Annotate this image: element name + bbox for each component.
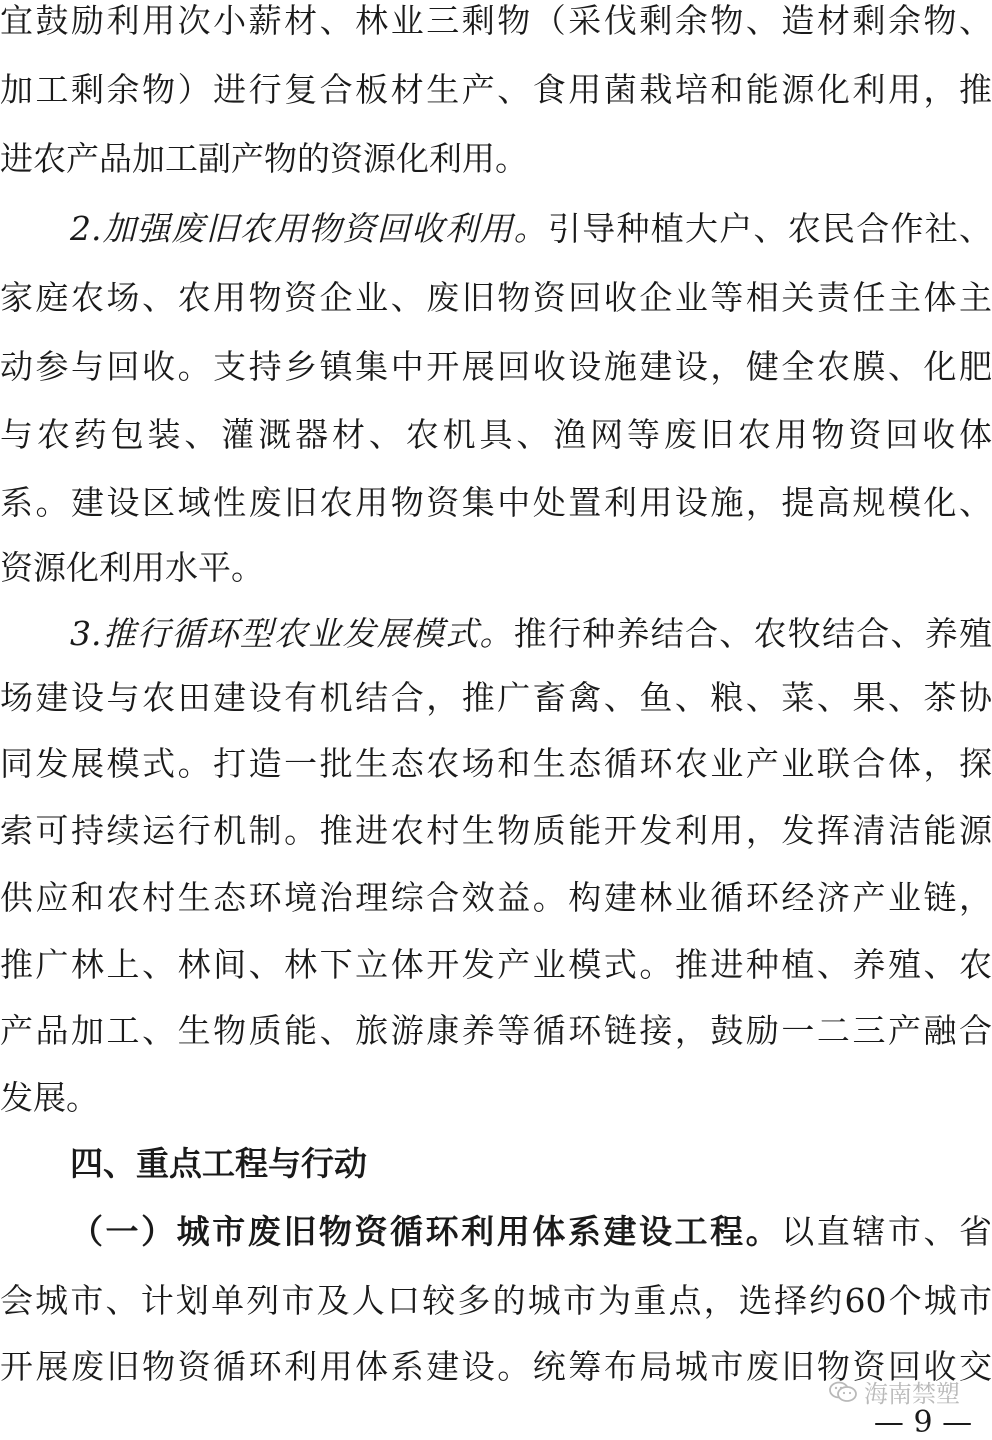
sub-1-title: （一）城市废旧物资循环利用体系建设工程。 [70, 1212, 782, 1251]
watermark [828, 1374, 960, 1409]
watermark-text: 海南禁塑 [864, 1380, 960, 1408]
text-line: 与农药包装、灌溉器材、农机具、渔网等废旧农用物资回收体 [0, 415, 992, 454]
item-2-title: 2.加强废旧农用物资回收利用。 [70, 209, 548, 248]
text-line: 产品加工、生物质能、旅游康养等循环链接，鼓励一二三产融合 [0, 1011, 992, 1050]
text-line: 同发展模式。打造一批生态农场和生态循环农业产业联合体，探 [0, 744, 992, 783]
text-line: 系。建设区域性废旧农用物资集中处置利用设施，提高规模化、 [0, 483, 992, 522]
text-line: 家庭农场、农用物资企业、废旧物资回收企业等相关责任主体主 [0, 278, 992, 317]
paragraph-sub-1-first-line [0, 1199, 992, 1265]
item-2-text: 引导种植大户、农民合作社、 [548, 209, 992, 248]
sub-1-text: 以直辖市、省 [781, 1212, 992, 1251]
page-number: — 9 — [873, 1405, 973, 1440]
paragraph-item-3-first-line [0, 601, 992, 667]
text-line: 推广林上、林间、林下立体开发产业模式。推进种植、养殖、农 [0, 945, 992, 984]
item-3-title: 3.推行循环型农业发展模式。 [70, 614, 514, 653]
text-line: 进农产品加工副产物的资源化利用。 [0, 139, 528, 178]
section-heading: 四、重点工程与行动 [70, 1144, 367, 1183]
item-3-text: 推行种养结合、农牧结合、养殖 [513, 614, 992, 653]
text-line: 资源化利用水平。 [0, 548, 264, 587]
text-line: 宜鼓励利用次小薪材、林业三剩物（采伐剩余物、造材剩余物、 [0, 1, 992, 40]
text-line: 发展。 [0, 1078, 99, 1117]
wechat-icon [828, 1380, 858, 1404]
text-line: 场建设与农田建设有机结合，推广畜禽、鱼、粮、菜、果、茶协 [0, 678, 992, 717]
text-line: 开展废旧物资循环利用体系建设。统筹布局城市废旧物资回收交 [0, 1347, 992, 1386]
text-line: 加工剩余物）进行复合板材生产、食用菌栽培和能源化利用，推 [0, 70, 992, 109]
text-line: 会城市、计划单列市及人口较多的城市为重点，选择约60个城市 [0, 1281, 992, 1320]
paragraph-item-2-first-line [0, 196, 992, 262]
text-line: 供应和农村生态环境治理综合效益。构建林业循环经济产业链， [0, 878, 992, 917]
text-line: 动参与回收。支持乡镇集中开展回收设施建设，健全农膜、化肥 [0, 347, 992, 386]
text-line: 索可持续运行机制。推进农村生物质能开发利用，发挥清洁能源 [0, 811, 992, 850]
